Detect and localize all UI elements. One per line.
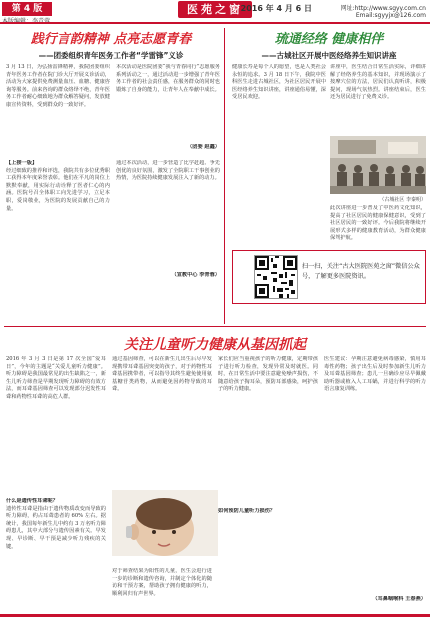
lecture-photo-caption: （古城社区 李秦明） — [379, 197, 426, 203]
article3-subhead-2: 如何预防儿童听力损伤？ — [218, 508, 276, 514]
qr-code — [254, 255, 298, 299]
lecture-photo-image — [330, 136, 426, 194]
article1-continued — [6, 160, 110, 290]
article3-column-2b: 对于筛查结果为阳性的儿童，医生会进行进一步的诊断和遗传咨询，并制定个体化的随访和干预方案，帮助孩子拥有健康的听力，顺利回归有声世界。 — [112, 568, 212, 597]
article2-column-2: 讲座中，医生结合日常生活实际，详细讲解了经络养生的基本知识，并现场演示了按摩穴位的方法，居民们认真听讲，积极提问，现场气氛热烈。讲座结束后，医生还为居民进行了免费义诊。 — [330, 64, 426, 101]
article3-column-4: 医生建议：孕期注意避免病毒感染，慎用耳毒性药物；孩子出生后及时参加新生儿听力及耳聋基因筛查；患儿一旦确诊应尽早佩戴助听器或植入人工耳蜗，并进行科学的听力语言康复训练。 — [324, 356, 426, 393]
article1-continued-column-2: 通过本次活动，进一步营造了比学赶超、争先创优的良好氛围，激发了全院职工干事创业的热情，为医院持续健康发展注入了新的动力。 — [116, 160, 220, 182]
article1-column-1: 3 月 13 日，为弘扬雷锋精神，我院团委组织青年医务工作者在院门诊大厅开展义诊活动，活动为大家提供免费测量血压、血糖、健康咨询等服务。前来咨询的群众络绎不绝，青年医务工作者耐心细致地为群众解答疑问，发放健康宣传资料，受到群众的一致好评。 — [6, 64, 110, 108]
article3-column-1: 2016 年 3 月 3 日是第 17 次全国“爱耳日”，今年的主题是“关爱儿童听力健康”。听力障碍是我国最常见的出生缺陷之一，新生儿听力筛查是早期发现听力障碍的有效方法，而耳聋基因筛查可以发现部分迟发性耳聋和药物性耳聋的高危人群。 — [6, 356, 106, 400]
article3-author: （耳鼻咽喉科 王春燕） — [372, 596, 426, 602]
article2-subline: ——古城社区开展中医经络养生知识讲座 — [261, 51, 397, 60]
article1-continued-subhead: 【上接一版】 — [6, 160, 38, 166]
section-separator — [4, 326, 426, 327]
article1-headline: 践行言韵精神 点亮志愿青春 — [30, 32, 192, 47]
header-info — [341, 3, 426, 19]
section-banner: 医苑之窗 — [178, 1, 252, 18]
article2-headline: 琉通经络 健康相伴 — [274, 32, 384, 47]
issue-date-text: 2016 年 4 月 6 日 — [240, 4, 312, 13]
article2-column-3: 此次讲座进一步普及了中医药文化知识，提高了社区居民的健康保健意识，受到了社区居民的一致好评。今后我院将继续开展形式多样的健康教育活动，为群众健康保驾护航。 — [330, 205, 426, 242]
article3-column-3b — [218, 508, 318, 612]
article1-author: （团委 赵鑫） — [187, 144, 220, 150]
article3-headline: 关注儿童听力健康从基因抓起 — [124, 337, 306, 353]
article1-subline: ——团委组织青年医务工作者“学雷锋”义诊 — [38, 51, 184, 60]
article3-column-1b — [6, 498, 106, 612]
article3-column-1b-text: 遗传性耳聋是指由于遗传物质改变而导致的听力障碍，约占耳聋患者的 60% 左右。据统计，我国每年新生儿中约有 3 万名听力障碍患儿，其中大部分与遗传因素有关。早发现、早诊断、早干预是减少听力残疾的关键。 — [6, 505, 106, 550]
article1-column-2: 本次活动是医院团委“我与青春同行”志愿服务系列活动之一，通过活动进一步增强了青年医务工作者的社会责任感，在服务群众的同时也锻炼了自身的能力，让青年人在奉献中成长。 — [116, 64, 220, 93]
page-number-badge: 第 4 版 — [2, 2, 52, 16]
column-divider — [224, 28, 225, 324]
article2-column-1: 健康长寿是每个人的愿望，也是人类社会永恒的追求。3 月 18 日下午，我院中医科医生走进古城社区，为社区居民开展中医经络养生知识讲座，讲座通俗易懂，深受居民欢迎。 — [232, 64, 326, 101]
lecture-photo — [330, 136, 426, 194]
child-photo-image — [112, 490, 218, 566]
email-address: Email:sgyyjx@126.com — [355, 12, 426, 19]
article3-column-2: 通过基因筛查，可以在新生儿出生后尽早发现携带耳聋基因突变的孩子，对于药物性耳聋基因携带者，可以指导其终生避免使用氨基糖苷类药物，从而避免因药物导致的耳聋。 — [112, 356, 212, 393]
article3-subhead-1: 什么是遗传性耳聋呢？ — [6, 498, 58, 504]
article3-column-3: 家长们应当重视孩子的听力健康，定期带孩子进行听力检查，发现异常及时就医。同时，在日常生活中要注意避免噪声损伤，不随意给孩子掏耳朵，预防耳部感染，呵护孩子的听力健康。 — [218, 356, 318, 393]
article1-continued-text: 经过细致的推荐和评选，我院共有多位优秀职工获得本年度荣誉表彰。他们在平凡的岗位上默默奉献，用实际行动诠释了医者仁心的内涵。医院号召全体职工向先进学习，立足本职，爱岗敬业，为医院的发展贡献自己的力量。 — [6, 167, 110, 212]
issue-date — [241, 3, 312, 14]
website-url: 网址:http://www.sgyy.com.cn — [340, 5, 426, 12]
qr-code-image — [255, 256, 297, 298]
page-header — [0, 0, 430, 20]
qr-promo-text: 扫一扫，关注“古大医院医苑之窗”微信公众号，了解更多医院资讯。 — [302, 263, 420, 280]
header-rule — [0, 22, 430, 24]
child-photo — [112, 490, 218, 566]
article1-continued-author: （宣教中心 李青蓉） — [171, 272, 220, 278]
